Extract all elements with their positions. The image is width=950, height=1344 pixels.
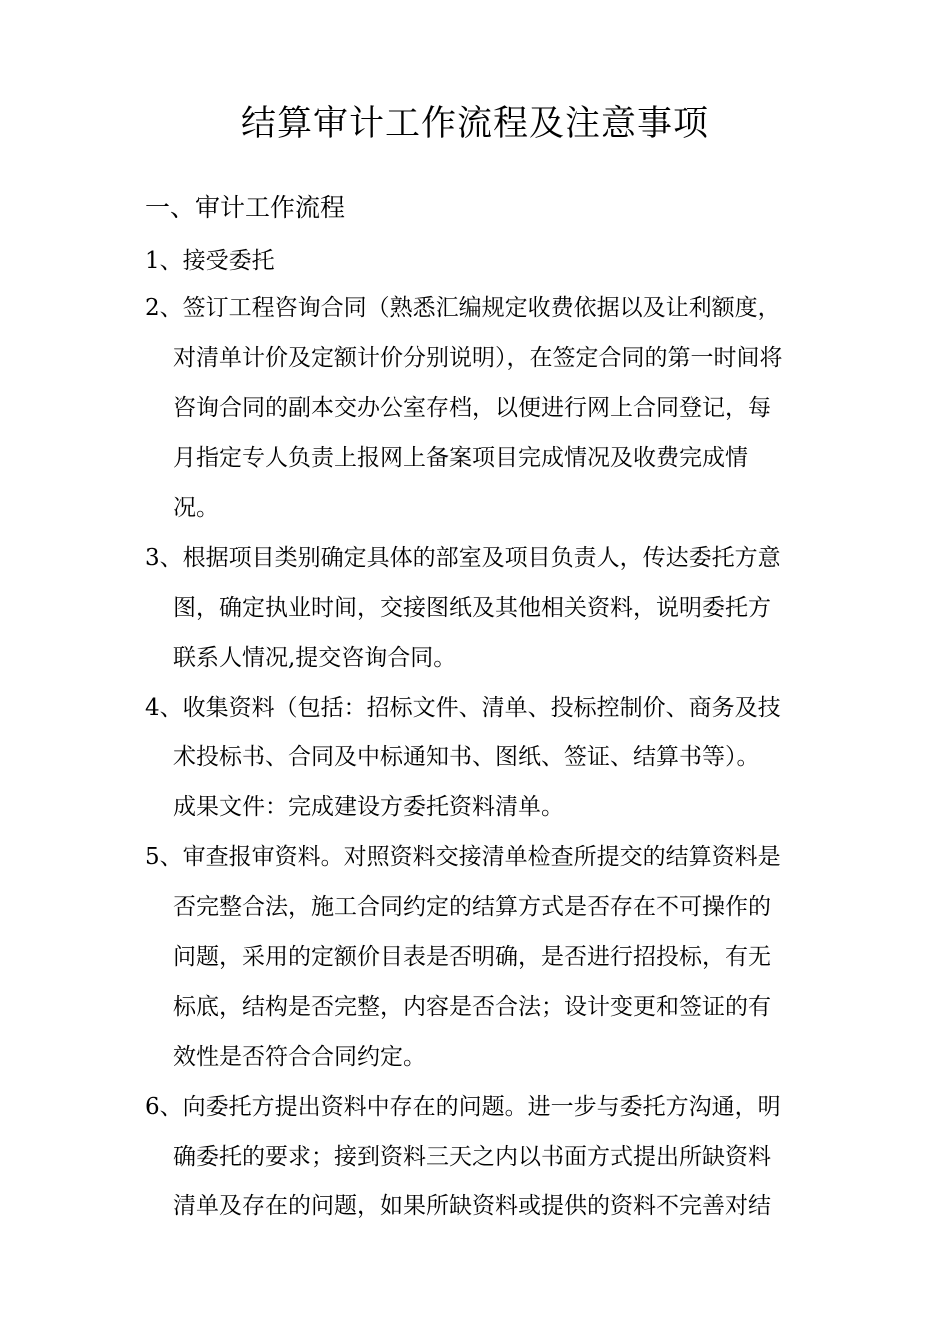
paragraph-line: 术投标书、合同及中标通知书、图纸、签证、结算书等）。 <box>173 744 760 770</box>
paragraph-line: 确委托的要求；接到资料三天之内以书面方式提出所缺资料 <box>173 1144 771 1170</box>
paragraph-line: 6、向委托方提出资料中存在的问题。进一步与委托方沟通，明 <box>145 1094 781 1120</box>
paragraph-line: 否完整合法，施工合同约定的结算方式是否存在不可操作的 <box>173 894 771 920</box>
paragraph-line: 月指定专人负责上报网上备案项目完成情况及收费完成情 <box>173 445 748 471</box>
section-heading: 一、审计工作流程 <box>145 193 346 222</box>
paragraph-line: 3、根据项目类别确定具体的部室及项目负责人，传达委托方意 <box>145 545 781 571</box>
paragraph-line: 效性是否符合合同约定。 <box>173 1044 426 1070</box>
paragraph-line: 对清单计价及定额计价分别说明），在签定合同的第一时间将 <box>173 345 783 371</box>
paragraph-line: 2、签订工程咨询合同（熟悉汇编规定收费依据以及让利额度， <box>145 295 781 321</box>
paragraph-line: 问题，采用的定额价目表是否明确，是否进行招投标，有无 <box>173 944 771 970</box>
document-title: 结算审计工作流程及注意事项 <box>240 104 709 144</box>
paragraph-line: 清单及存在的问题，如果所缺资料或提供的资料不完善对结 <box>173 1193 771 1219</box>
paragraph-line: 5、审查报审资料。对照资料交接清单检查所提交的结算资料是 <box>145 844 781 870</box>
paragraph-line: 联系人情况,提交咨询合同。 <box>173 645 457 671</box>
paragraph-line: 图，确定执业时间，交接图纸及其他相关资料，说明委托方 <box>173 595 771 621</box>
paragraph-line: 4、收集资料（包括：招标文件、清单、投标控制价、商务及技 <box>145 695 781 721</box>
paragraph-line: 况。 <box>173 495 219 521</box>
paragraph-line: 咨询合同的副本交办公室存档，以便进行网上合同登记，每 <box>173 395 771 421</box>
paragraph-line: 成果文件：完成建设方委托资料清单。 <box>173 794 564 820</box>
paragraph-line: 标底，结构是否完整，内容是否合法；设计变更和签证的有 <box>173 994 771 1020</box>
paragraph-line: 1、接受委托 <box>145 248 275 274</box>
